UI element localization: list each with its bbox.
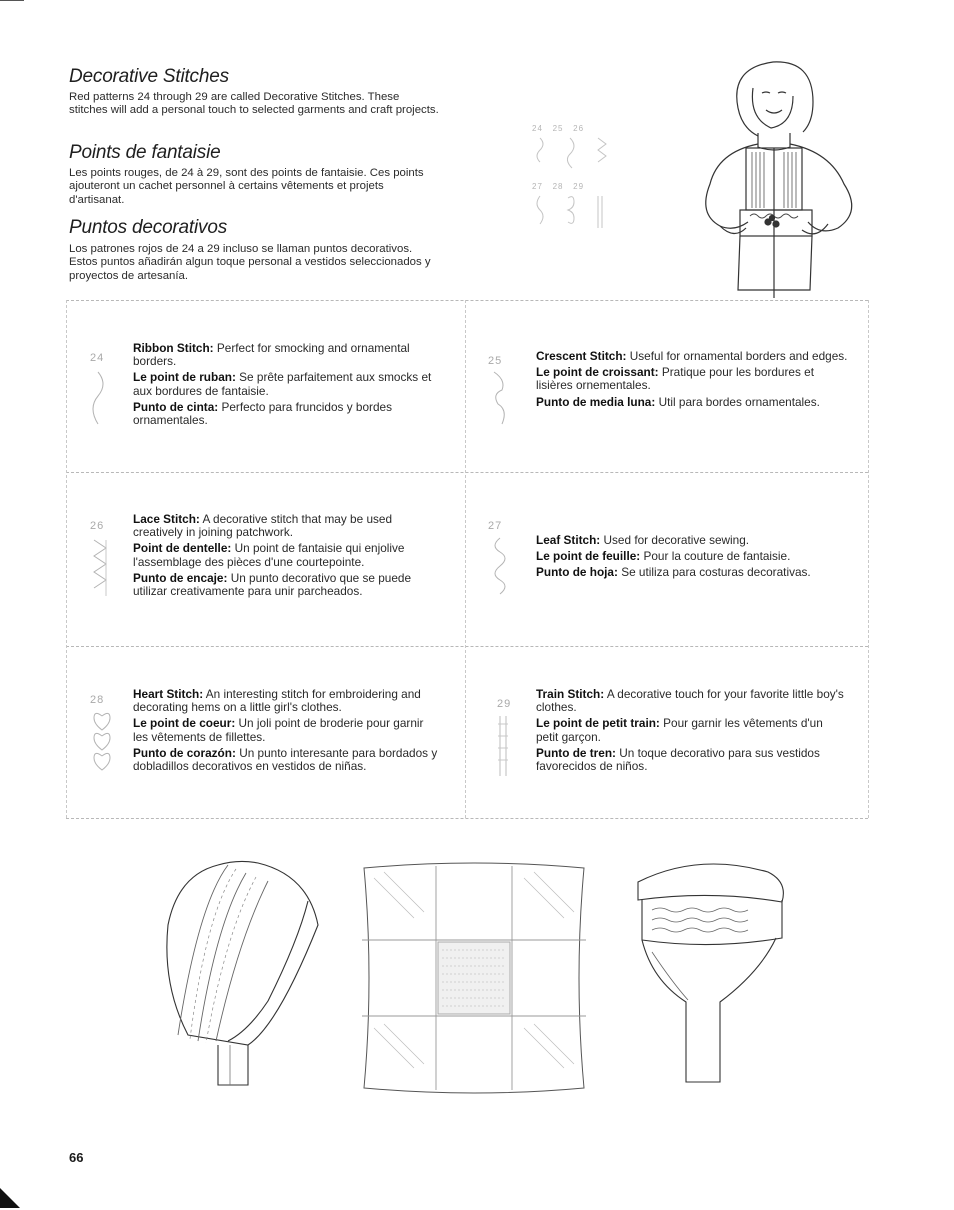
label-es-25: Punto de media luna: xyxy=(536,394,656,409)
stitch-number-25: 25 xyxy=(488,355,503,367)
stitch-number-26: 26 xyxy=(90,520,105,532)
text-fr-26: Un point de fantaisie qui enjolive l'assemblage des pièces d'une courtepointe. xyxy=(133,541,405,569)
patchwork-pillow-illustration xyxy=(354,858,594,1098)
stitch-entry-24 xyxy=(133,342,441,430)
text-es-29: Un toque decorativo para sus vestidos favorecidos de niños. xyxy=(536,745,820,774)
label-fr-28: Le point de coeur: xyxy=(133,716,236,731)
label-en-28: Heart Stitch: xyxy=(133,687,204,701)
stitch-entry-26 xyxy=(133,513,441,601)
text-en-28: An interesting stitch for embroidering and decorating hems on a little girl's clothes. xyxy=(133,687,421,715)
page-number: 66 xyxy=(69,1150,84,1165)
text-es-24: Perfecto para fruncidos y bordes ornamentales. xyxy=(133,399,392,428)
stitch-entry-27 xyxy=(536,534,848,583)
label-fr-29: Le point de petit train: xyxy=(536,716,660,731)
label-es-26: Punto de encaje: xyxy=(133,570,228,585)
heart-stitch-icon xyxy=(90,710,114,780)
text-fr-27: Pour la couture de fantaisie. xyxy=(643,549,791,564)
text-en-27: Used for decorative sewing. xyxy=(603,533,750,547)
selector-top-stitch-icons xyxy=(528,136,628,174)
stitch-number-28: 28 xyxy=(90,694,105,706)
label-es-29: Punto de tren: xyxy=(536,745,616,760)
corner-mark xyxy=(0,0,24,3)
title-es: Puntos decorativos xyxy=(69,217,227,238)
text-fr-29: Pour garnir les vêtements d'un petit garçon. xyxy=(536,716,823,744)
title-en: Decorative Stitches xyxy=(69,66,229,87)
label-en-26: Lace Stitch: xyxy=(133,512,200,526)
text-fr-28: Un joli point de broderie pour garnir les vêtements de fillettes. xyxy=(133,716,424,744)
text-es-28: Un punto interesante para bordados y dobladillos decorativos en vestidos de niñas. xyxy=(133,745,438,774)
text-es-27: Se utiliza para costuras decorativas. xyxy=(621,565,811,580)
selector-top-numbers: 24 25 26 xyxy=(532,124,585,133)
stitch-entry-28 xyxy=(133,688,441,776)
label-en-24: Ribbon Stitch: xyxy=(133,341,214,355)
lace-stitch-icon xyxy=(90,536,114,600)
text-fr-25: Pratique pour les bordures et lisières ornementales. xyxy=(536,365,814,393)
ribbon-stitch-icon xyxy=(90,370,114,430)
stitch-entry-25 xyxy=(536,350,848,412)
text-en-29: A decorative touch for your favorite little boy's clothes. xyxy=(536,687,844,715)
selector-bottom-stitch-icons xyxy=(528,194,628,234)
label-en-25: Crescent Stitch: xyxy=(536,349,627,363)
text-es-25: Util para bordes ornamentales. xyxy=(658,394,820,409)
boy-cap-illustration xyxy=(628,852,798,1092)
text-en-24: Perfect for smocking and ornamental borders. xyxy=(133,341,410,369)
label-es-27: Punto de hoja: xyxy=(536,565,618,580)
intro-text-fr: Les points rouges, de 24 à 29, sont des points de fantaisie. Ces points ajouteront un cachet personnel à certains vêtements et projets d'artisanat. xyxy=(69,167,424,206)
stitch-number-29: 29 xyxy=(497,698,512,710)
text-en-26: A decorative stitch that may be used creatively in joining patchwork. xyxy=(133,512,393,540)
label-es-28: Punto de corazón: xyxy=(133,745,236,760)
label-en-29: Train Stitch: xyxy=(536,687,605,701)
intro-text-en: Red patterns 24 through 29 are called Decorative Stitches. These stitches will add a personal touch to selected garments and craft projects. xyxy=(69,91,439,117)
intro-text-es: Los patrones rojos de 24 a 29 incluso se llaman puntos decorativos. Estos puntos añadirán algun toque personal a vestidos seleccionados y proyectos de artesanía. xyxy=(69,243,431,282)
label-fr-26: Point de dentelle: xyxy=(133,541,232,556)
label-fr-27: Le point de feuille: xyxy=(536,549,641,564)
panel-divider-bottom xyxy=(66,818,868,819)
text-fr-24: Se prête parfaitement aux smocks et aux bordures de fantaisie. xyxy=(133,370,432,398)
text-es-26: Un punto decorativo que se puede utilizar creativamente para unir parcheados. xyxy=(133,570,412,599)
label-fr-25: Le point de croissant: xyxy=(536,365,659,380)
panel-divider-row1 xyxy=(66,472,868,473)
leaf-stitch-icon xyxy=(488,536,512,596)
panel-divider-left xyxy=(66,300,67,818)
stitch-selector-panel xyxy=(528,120,628,230)
panel-divider-top xyxy=(66,300,868,301)
stitch-number-24: 24 xyxy=(90,352,105,364)
label-en-27: Leaf Stitch: xyxy=(536,533,601,547)
stitch-number-27: 27 xyxy=(488,520,503,532)
title-fr: Points de fantaisie xyxy=(69,142,221,163)
panel-divider-row2 xyxy=(66,646,868,647)
label-es-24: Punto de cinta: xyxy=(133,399,219,414)
text-en-25: Useful for ornamental borders and edges. xyxy=(629,349,848,363)
crescent-stitch-icon xyxy=(488,370,512,430)
girl-blouse-illustration xyxy=(678,48,868,298)
selector-bottom-numbers: 27 28 29 xyxy=(532,182,585,191)
label-fr-24: Le point de ruban: xyxy=(133,370,236,385)
stitch-entry-29 xyxy=(536,688,848,776)
bonnet-illustration xyxy=(158,855,328,1095)
panel-divider-right xyxy=(868,300,869,818)
panel-divider-center xyxy=(465,300,466,818)
corner-triangle-mark xyxy=(0,1188,22,1210)
train-stitch-icon xyxy=(492,714,516,780)
